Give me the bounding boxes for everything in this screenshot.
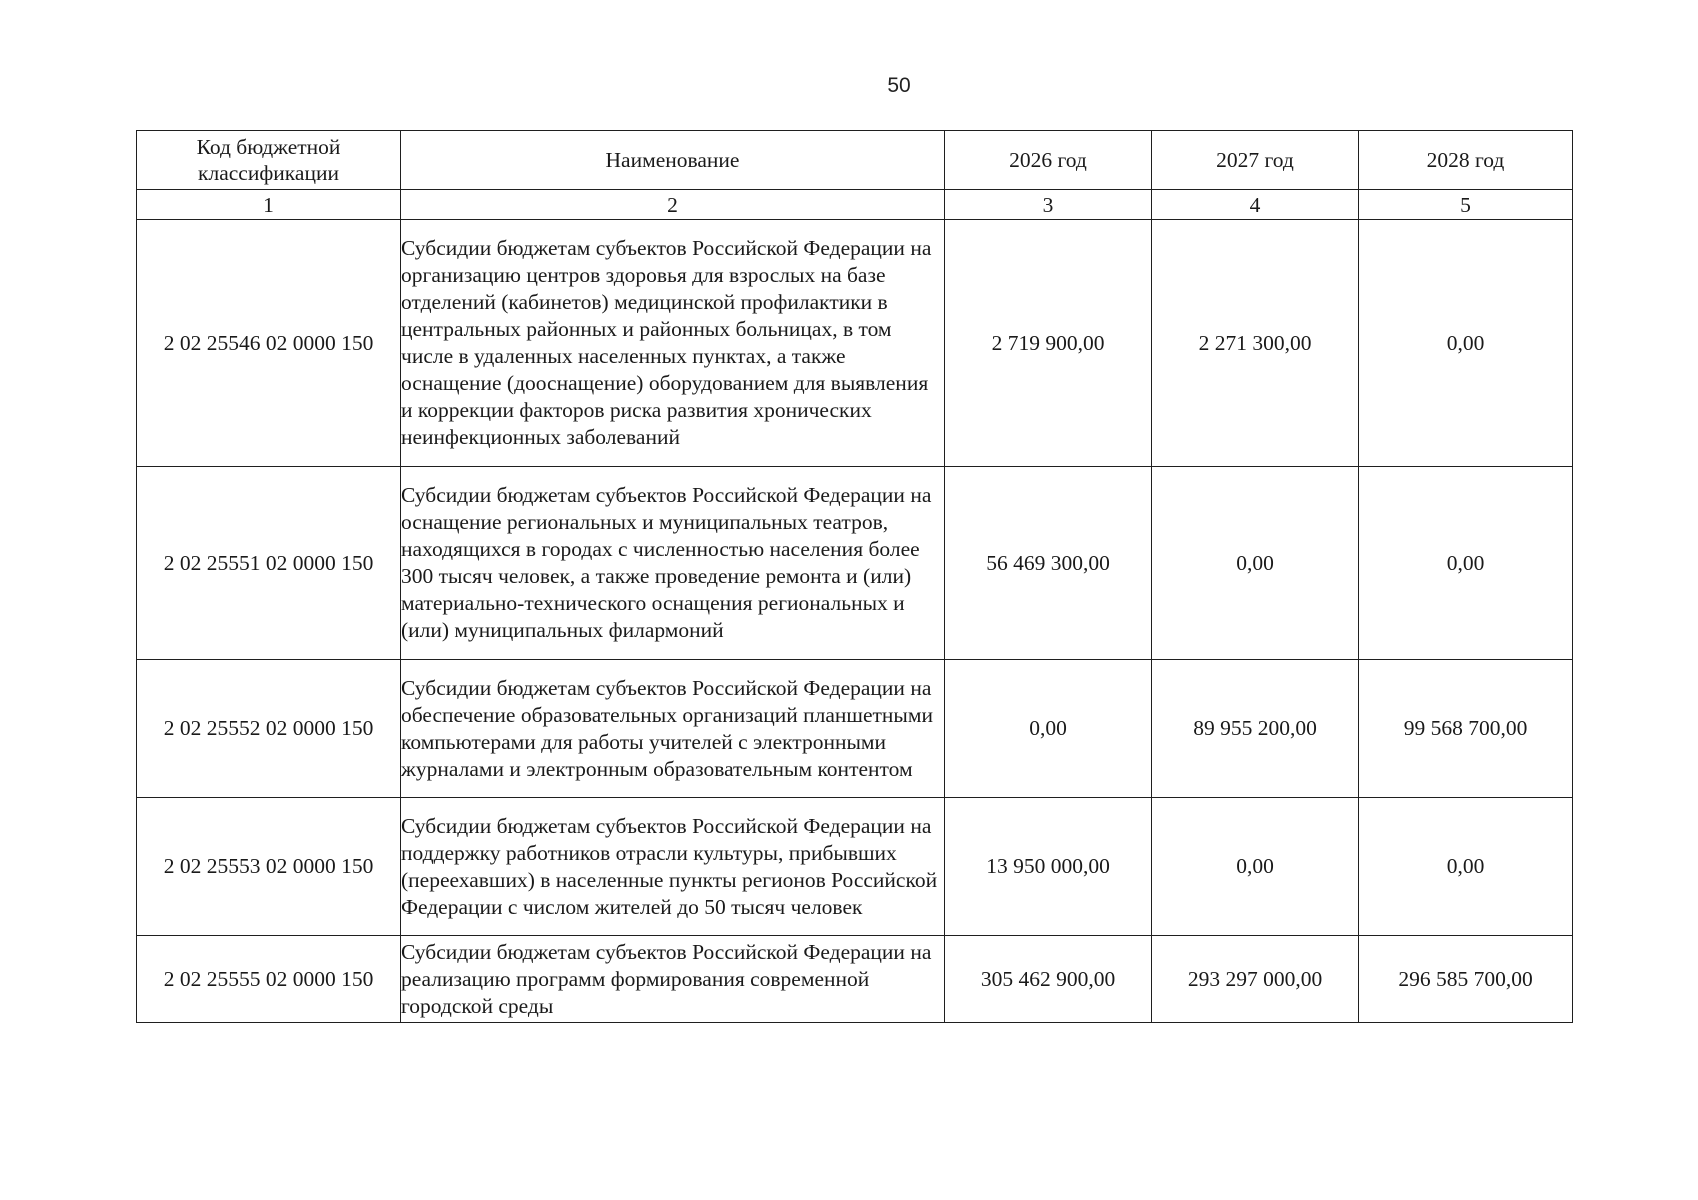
header-year-2027: 2027 год <box>1152 131 1359 190</box>
table-row <box>137 220 1573 467</box>
amount-2026-cell: 2 719 900,00 <box>945 220 1152 467</box>
table-row <box>137 467 1573 660</box>
header-year-2028: 2028 год <box>1359 131 1573 190</box>
page-number: 50 <box>887 74 911 97</box>
amount-2027-cell: 0,00 <box>1152 467 1359 660</box>
amount-2028-cell: 0,00 <box>1359 220 1573 467</box>
column-number-row <box>137 190 1573 220</box>
column-number: 3 <box>945 190 1152 220</box>
amount-2027-cell: 0,00 <box>1152 798 1359 936</box>
amount-2028-cell: 0,00 <box>1359 798 1573 936</box>
amount-2026-cell: 305 462 900,00 <box>945 936 1152 1023</box>
header-name: Наименование <box>401 131 945 190</box>
table-row <box>137 660 1573 798</box>
header-year-2026: 2026 год <box>945 131 1152 190</box>
amount-2027-cell: 89 955 200,00 <box>1152 660 1359 798</box>
budget-table <box>136 130 1573 1023</box>
name-cell: Субсидии бюджетам субъектов Российской Федерации на оснащение региональных и муниципальных театров, находящихся в городах с численностью населения более 300 тысяч человек, а также проведение ремонта и (или) материально-технического оснащения региональных и (или) муниципальных филармоний <box>401 467 945 660</box>
budget-code-cell: 2 02 25546 02 0000 150 <box>137 220 401 467</box>
column-number: 2 <box>401 190 945 220</box>
amount-2026-cell: 56 469 300,00 <box>945 467 1152 660</box>
column-number: 5 <box>1359 190 1573 220</box>
amount-2026-cell: 13 950 000,00 <box>945 798 1152 936</box>
name-cell: Субсидии бюджетам субъектов Российской Федерации на обеспечение образовательных организаций планшетными компьютерами для работы учителей с электронными журналами и электронным образовательным контентом <box>401 660 945 798</box>
table-row <box>137 798 1573 936</box>
budget-code-cell: 2 02 25555 02 0000 150 <box>137 936 401 1023</box>
header-row <box>137 131 1573 190</box>
name-cell: Субсидии бюджетам субъектов Российской Федерации на реализацию программ формирования современной городской среды <box>401 936 945 1023</box>
budget-code-cell: 2 02 25553 02 0000 150 <box>137 798 401 936</box>
amount-2028-cell: 296 585 700,00 <box>1359 936 1573 1023</box>
budget-code-cell: 2 02 25551 02 0000 150 <box>137 467 401 660</box>
amount-2026-cell: 0,00 <box>945 660 1152 798</box>
header-code: Код бюджетной классификации <box>137 131 401 190</box>
amount-2028-cell: 99 568 700,00 <box>1359 660 1573 798</box>
column-number: 4 <box>1152 190 1359 220</box>
amount-2027-cell: 293 297 000,00 <box>1152 936 1359 1023</box>
table-row <box>137 936 1573 1023</box>
amount-2028-cell: 0,00 <box>1359 467 1573 660</box>
budget-code-cell: 2 02 25552 02 0000 150 <box>137 660 401 798</box>
column-number: 1 <box>137 190 401 220</box>
name-cell: Субсидии бюджетам субъектов Российской Федерации на организацию центров здоровья для взрослых на базе отделений (кабинетов) медицинской профилактики в центральных районных и районных больницах, в том числе в удаленных населенных пунктах, а также оснащение (дооснащение) оборудованием для выявления и коррекции факторов риска развития хронических неинфекционных заболеваний <box>401 220 945 467</box>
amount-2027-cell: 2 271 300,00 <box>1152 220 1359 467</box>
name-cell: Субсидии бюджетам субъектов Российской Федерации на поддержку работников отрасли культуры, прибывших (переехавших) в населенные пункты регионов Российской Федерации с числом жителей до 50 тысяч человек <box>401 798 945 936</box>
